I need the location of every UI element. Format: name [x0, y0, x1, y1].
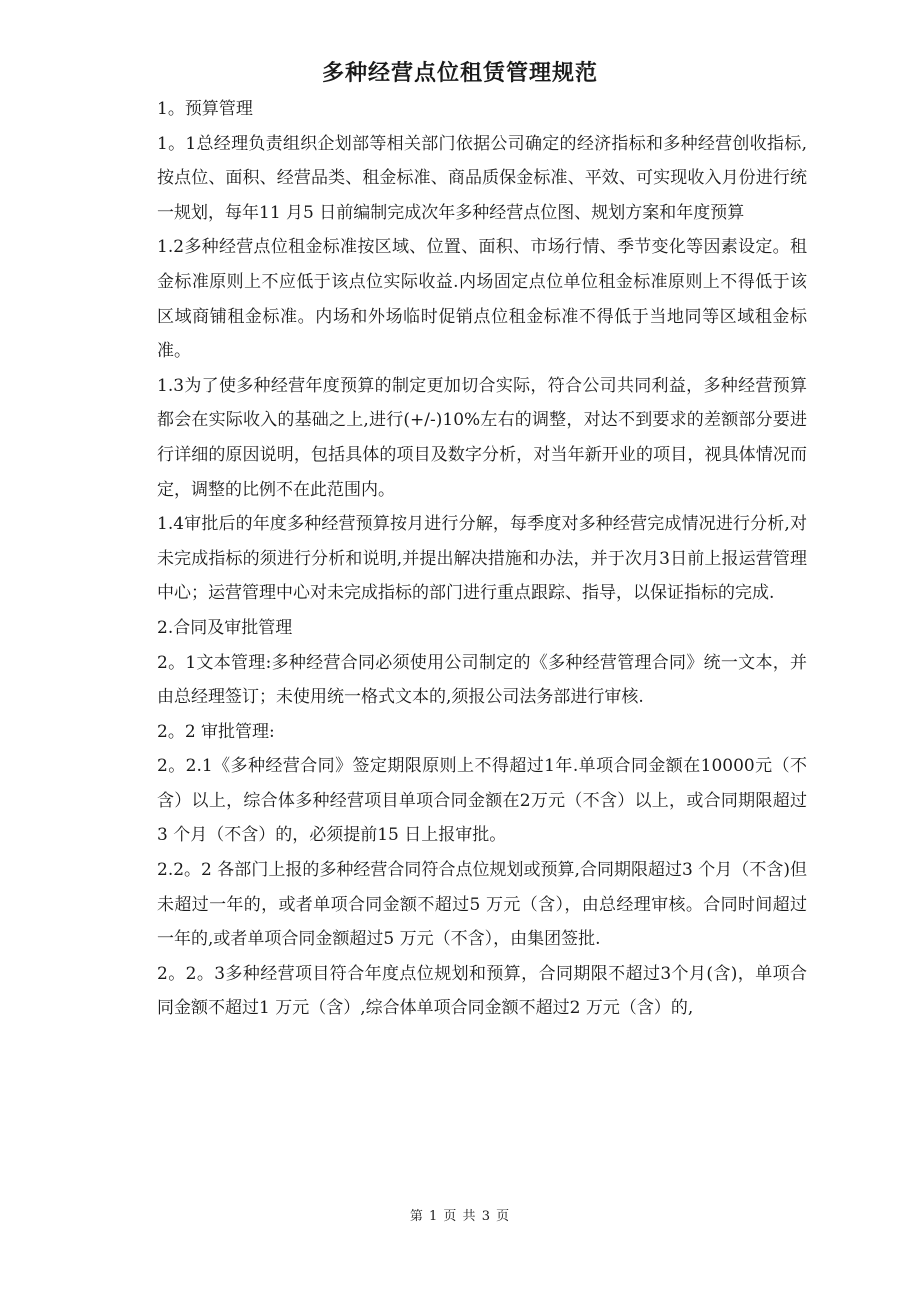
paragraph-2-2-1: 2。2.1《多种经营合同》签定期限原则上不得超过1年.单项合同金额在10000元（不含）以上，综合体多种经营项目单项合同金额在2万元（不含）以上，或合同期限超过3 个月（不含）的，必须提前15 日上报审批。 [157, 756, 807, 846]
section-heading-budget: 1。预算管理 [157, 99, 253, 119]
paragraph-2-1: 2。1文本管理:多种经营合同必须使用公司制定的《多种经营管理合同》统一文本，并由总经理签订；未使用统一格式文本的,须报公司法务部进行审核. [157, 652, 807, 708]
document-title: 多种经营点位租赁管理规范 [321, 61, 598, 86]
paragraph-2-2: 2。2 审批管理: [157, 721, 275, 742]
page-footer: 第 1 页 共 3 页 [409, 1209, 511, 1224]
paragraph-2-2-2: 2.2。2 各部门上报的多种经营合同符合点位规划或预算,合同期限超过3 个月（不含)但未超过一年的，或者单项合同金额不超过5 万元（含），由总经理审核。合同时间超过一年的,或者单项合同金额超过5 万元（不含），由集团签批. [157, 860, 807, 950]
paragraph-1-4: 1.4审批后的年度多种经营预算按月进行分解，每季度对多种经营完成情况进行分析,对未完成指标的须进行分析和说明,并提出解决措施和办法，并于次月3日前上报运营管理中心；运营管理中心对未完成指标的部门进行重点跟踪、指导，以保证指标的完成. [157, 514, 807, 604]
document-body [157, 92, 807, 1026]
paragraph-1-3: 1.3为了使多种经营年度预算的制定更加切合实际，符合公司共同利益，多种经营预算都会在实际收入的基础之上,进行(+/-)10%左右的调整，对达不到要求的差额部分要进行详细的原因说明，包括具体的项目及数字分析，对当年新开业的项目，视具体情况而定，调整的比例不在此范围内。 [157, 375, 807, 500]
paragraph-1-2: 1.2多种经营点位租金标准按区域、位置、面积、市场行情、季节变化等因素设定。租金标准原则上不应低于该点位实际收益.内场固定点位单位租金标准原则上不得低于该区域商铺租金标准。内场和外场临时促销点位租金标准不得低于当地同等区域租金标准。 [157, 237, 807, 362]
paragraph-2-2-3: 2。2。3多种经营项目符合年度点位规划和预算，合同期限不超过3个月(含)，单项合同金额不超过1 万元（含）,综合体单项合同金额不超过2 万元（含）的, [157, 963, 807, 1019]
section-heading-contract: 2.合同及审批管理 [157, 617, 293, 638]
paragraph-1-1: 1。1总经理负责组织企划部等相关部门依据公司确定的经济指标和多种经营创收指标,按点位、面积、经营品类、租金标准、商品质保金标准、平效、可实现收入月份进行统一规划，每年11 月5 日前编制完成次年多种经营点位图、规划方案和年度预算 [157, 133, 807, 223]
